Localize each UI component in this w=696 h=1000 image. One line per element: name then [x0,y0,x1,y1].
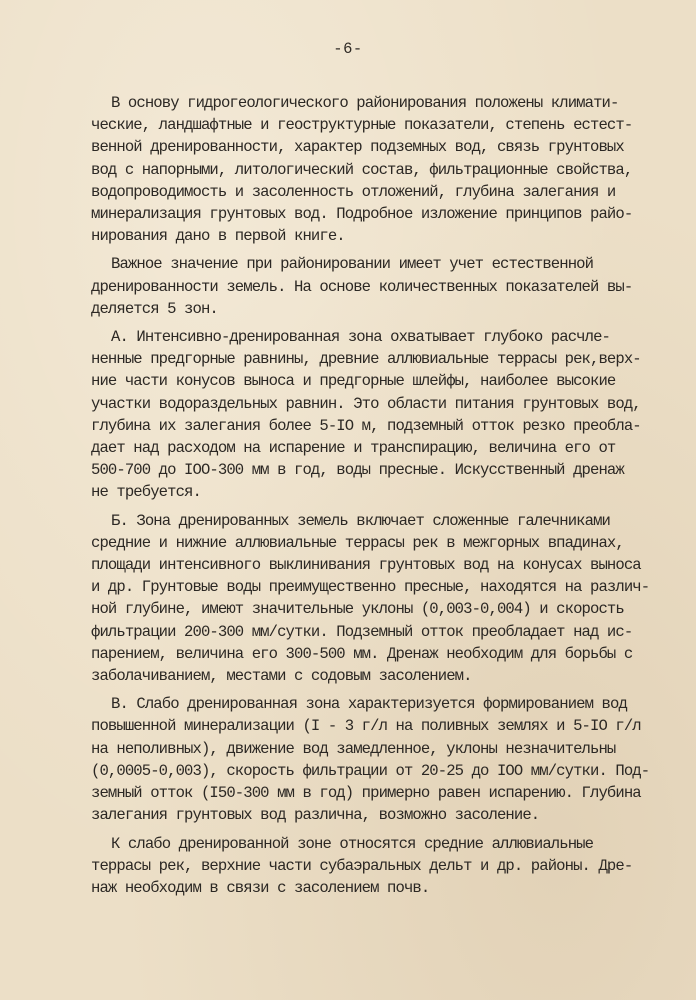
text-line: ненные предгорные равнины, древние аллювиальные террасы рек,верх- [91,350,641,369]
text-line: и др. Грунтовые воды преимущественно пресные, находятся на различ- [91,578,650,597]
text-line: площади интенсивного выклинивания грунтовых вод на конусах выноса [91,556,641,575]
text-line: наж необходим в связи с засолением почв. [91,878,430,897]
text-line: средние и нижние аллювиальные террасы рек в межгорных впадинах, [91,533,624,552]
text-line: ние части конусов выноса и предгорные шлейфы, наиболее высокие [91,372,616,391]
paragraph [91,693,651,826]
document-body [91,92,651,905]
text-line: на неполивных), движение вод замедленное, уклоны незначительны [91,739,616,758]
paragraph [91,510,651,688]
text-line: глубина их залегания более 5-IO м, подземный отток резко преобла- [91,416,641,435]
text-line: водопроводимость и засоленность отложений, глубина залегания и [91,182,616,201]
text-line: деляется 5 зон. [91,299,218,318]
text-line: В. Слабо дренированная зона характеризуется формированием вод [111,695,627,714]
text-line: нирования дано в первой книге. [91,227,345,246]
paragraph [91,253,651,320]
text-line: заболачиванием, местами с содовым засолением. [91,667,472,686]
page-number: -6- [333,40,363,58]
paragraph [91,833,651,900]
text-line: 500-700 до IOO-300 мм в год, воды пресные. Искусственный дренаж [91,461,624,480]
text-line: ческие, ландшафтные и геоструктурные показатели, степень естест- [91,116,633,135]
paragraph [91,92,651,247]
text-line: К слабо дренированной зоне относятся средние аллювиальные [111,834,594,853]
text-line: повышенной минерализации (I - 3 г/л на поливных землях и 5-IO г/л [91,717,641,736]
text-line: дренированности земель. На основе количественных показателей вы- [91,277,633,296]
text-line: террасы рек, верхние части субаэральных дельт и др. районы. Дре- [91,856,633,875]
paragraph [91,326,651,504]
text-line: вод с напорными, литологический состав, фильтрационные свойства, [91,160,633,179]
text-line: Б. Зона дренированных земель включает сложенные галечниками [111,511,611,530]
text-line: Важное значение при районировании имеет учет естественной [111,255,594,274]
text-line: не требуется. [91,483,201,502]
text-line: фильтрации 200-300 мм/сутки. Подземный отток преобладает над ис- [91,622,633,641]
text-line: венной дренированности, характер подземных вод, связь грунтовых [91,138,624,157]
text-line: дает над расходом на испарение и транспирацию, величина его от [91,439,616,458]
text-line: ной глубине, имеют значительные уклоны (0,003-0,004) и скорость [91,600,624,619]
text-line: В основу гидрогеологического районирования положены климати- [111,94,619,112]
text-line: парением, величина его 300-500 мм. Дренаж необходим для борьбы с [91,644,633,663]
text-line: (0,0005-0,003), скорость фильтрации от 20-25 до IOO мм/сутки. Под- [91,761,650,780]
text-line: земный отток (I50-300 мм в год) примерно равен испарению. Глубина [91,784,641,803]
text-line: минерализация грунтовых вод. Подробное изложение принципов райо- [91,205,633,224]
text-line: залегания грунтовых вод различна, возможно засоление. [91,806,540,825]
text-line: А. Интенсивно-дренированная зона охватывает глубоко расчле- [111,328,611,347]
text-line: участки водораздельных равнин. Это области питания грунтовых вод, [91,394,641,413]
